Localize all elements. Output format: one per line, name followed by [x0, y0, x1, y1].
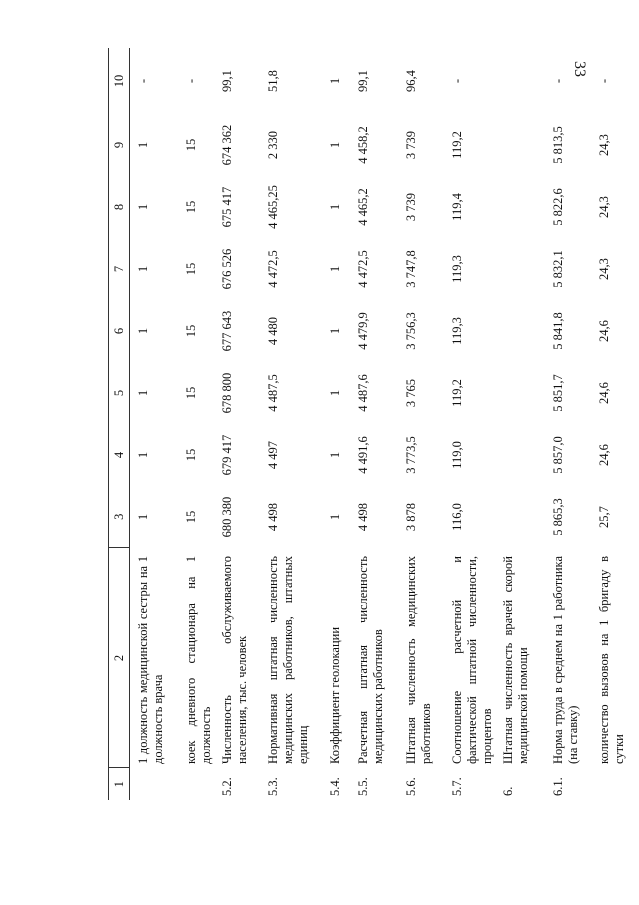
value-cell: - [183, 78, 198, 84]
table-row [214, 48, 260, 800]
value-cell: 15 [183, 262, 198, 276]
row-number [591, 768, 627, 800]
table-row [178, 48, 214, 800]
row-number: 5.7. [449, 777, 464, 796]
table-row [398, 48, 444, 800]
value-cell: 4 479,9 [355, 312, 370, 350]
value-cell: 1 [136, 141, 150, 149]
header-cell: 9 [109, 114, 130, 176]
value-cell: 1 [136, 451, 150, 459]
value-cell: 4 465,2 [355, 188, 370, 226]
header-row [109, 48, 130, 800]
table-row [130, 48, 178, 800]
value-cell: 24,6 [596, 320, 611, 342]
value-cell: 15 [183, 324, 198, 338]
row-number: 6. [500, 786, 515, 796]
value-cell: 1 [327, 77, 342, 85]
value-cell: 3 739 [403, 192, 418, 222]
row-description: Численность обслуживаемого населения, тыс. человек [219, 556, 249, 764]
value-cell: 1 [327, 265, 342, 273]
value-cell: 4 458,2 [355, 126, 370, 164]
value-cell: 679 417 [219, 434, 234, 476]
value-cell: 1 [136, 265, 150, 273]
value-cell [495, 114, 545, 176]
value-cell: 3 739 [403, 130, 418, 160]
rotated-table-container [108, 48, 626, 800]
value-cell [495, 176, 545, 238]
value-cell: 2 330 [265, 130, 280, 160]
value-cell [495, 362, 545, 424]
value-cell: 5 841,8 [550, 312, 565, 350]
table-row [591, 48, 627, 800]
header-cell: 6 [109, 300, 130, 362]
value-cell: 4 465,25 [265, 185, 280, 229]
value-cell: 5 857,0 [550, 436, 565, 474]
value-cell: - [136, 78, 150, 84]
row-number [178, 768, 214, 800]
value-cell: 3 747,8 [403, 250, 418, 288]
value-cell: 5 865,3 [550, 498, 565, 536]
page-number: 33 [571, 61, 588, 77]
row-description: коек дневного стационара на 1 должность [183, 556, 213, 764]
row-description: Штатная численность медицинских работников [403, 556, 433, 764]
header-cell: 10 [109, 48, 130, 114]
value-cell: 24,6 [596, 444, 611, 466]
row-description: Нормативная штатная численность медицинских работников, штатных единиц [265, 556, 310, 764]
value-cell: 96,4 [403, 70, 418, 92]
table-row [545, 48, 591, 800]
value-cell [495, 48, 545, 114]
row-description: Норма труда в среднем на 1 работника (на ставку) [550, 556, 580, 764]
value-cell: 15 [183, 138, 198, 152]
value-cell: 4 472,5 [355, 250, 370, 288]
value-cell: 3 878 [403, 502, 418, 532]
value-cell: 676 526 [219, 248, 234, 290]
value-cell: 1 [327, 203, 342, 211]
value-cell: 1 [136, 327, 150, 335]
row-number: 5.6. [403, 777, 418, 796]
row-number: 5.3. [265, 777, 280, 796]
value-cell: - [449, 78, 464, 84]
row-number [130, 768, 178, 800]
value-cell: 678 800 [219, 372, 234, 414]
value-cell: 24,3 [596, 258, 611, 280]
header-cell: 8 [109, 176, 130, 238]
header-cell: 2 [109, 548, 130, 768]
value-cell: 675 417 [219, 186, 234, 228]
value-cell: 119,2 [449, 131, 464, 159]
value-cell: 4 498 [265, 502, 280, 532]
value-cell [495, 424, 545, 486]
value-cell: 1 [327, 327, 342, 335]
value-cell: 1 [327, 513, 342, 521]
value-cell: 4 480 [265, 316, 280, 346]
value-cell [495, 238, 545, 300]
value-cell: - [596, 78, 611, 84]
value-cell: 1 [327, 141, 342, 149]
value-cell: 4 497 [265, 440, 280, 470]
value-cell: 99,1 [355, 70, 370, 92]
header-cell: 3 [109, 486, 130, 548]
value-cell: 4 487,6 [355, 374, 370, 412]
value-cell: 119,3 [449, 317, 464, 345]
header-cell: 7 [109, 238, 130, 300]
row-description: 1 должность медицинской сестры на 1 должность врача [136, 556, 165, 764]
value-cell: 5 851,7 [550, 374, 565, 412]
value-cell: 4 472,5 [265, 250, 280, 288]
value-cell: 119,4 [449, 193, 464, 221]
table-row [260, 48, 322, 800]
row-number: 5.4. [327, 777, 342, 796]
value-cell: 4 498 [355, 502, 370, 532]
value-cell: 674 362 [219, 124, 234, 166]
value-cell: 1 [136, 513, 150, 521]
row-description: Штатная численность врачей скорой медицинской помощи [500, 556, 530, 764]
value-cell: 1 [136, 203, 150, 211]
value-cell: 680 380 [219, 496, 234, 538]
value-cell: 25,7 [596, 506, 611, 528]
row-number: 5.5. [355, 777, 370, 796]
header-cell: 1 [109, 768, 130, 800]
value-cell: 24,3 [596, 134, 611, 156]
value-cell: - [550, 78, 565, 84]
value-cell [495, 486, 545, 548]
value-cell: 5 822,6 [550, 188, 565, 226]
value-cell: 51,8 [265, 70, 280, 92]
value-cell: 99,1 [219, 70, 234, 92]
row-description: Коэффициент геолокации [327, 626, 342, 764]
value-cell: 3 756,3 [403, 312, 418, 350]
table-row [322, 48, 350, 800]
value-cell: 3 773,5 [403, 436, 418, 474]
table-row [495, 48, 545, 800]
value-cell: 1 [136, 389, 150, 397]
value-cell [495, 300, 545, 362]
table-row [444, 48, 495, 800]
staffing-table [108, 48, 627, 800]
value-cell: 1 [327, 451, 342, 459]
value-cell: 119,2 [449, 379, 464, 407]
value-cell: 5 832,1 [550, 250, 565, 288]
value-cell: 5 813,5 [550, 126, 565, 164]
value-cell: 119,0 [449, 441, 464, 469]
value-cell: 4 487,5 [265, 374, 280, 412]
value-cell: 24,3 [596, 196, 611, 218]
row-number: 6.1. [550, 777, 565, 796]
header-cell: 4 [109, 424, 130, 486]
value-cell: 24,6 [596, 382, 611, 404]
row-number: 5.2. [219, 777, 234, 796]
value-cell: 119,3 [449, 255, 464, 283]
row-description: Соотношение расчетной и фактической штатной численности, процентов [449, 556, 494, 764]
header-cell: 5 [109, 362, 130, 424]
value-cell: 4 491,6 [355, 436, 370, 474]
value-cell: 15 [183, 200, 198, 214]
value-cell: 3 765 [403, 378, 418, 408]
value-cell: 15 [183, 386, 198, 400]
value-cell: 677 643 [219, 310, 234, 352]
value-cell: 116,0 [449, 503, 464, 531]
value-cell: 1 [327, 389, 342, 397]
table-row [350, 48, 398, 800]
row-description: количество вызовов на 1 бригаду в сутки [596, 556, 626, 764]
row-description: Расчетная штатная численность медицинских работников [355, 556, 385, 764]
value-cell: 15 [183, 510, 198, 524]
value-cell: 15 [183, 448, 198, 462]
